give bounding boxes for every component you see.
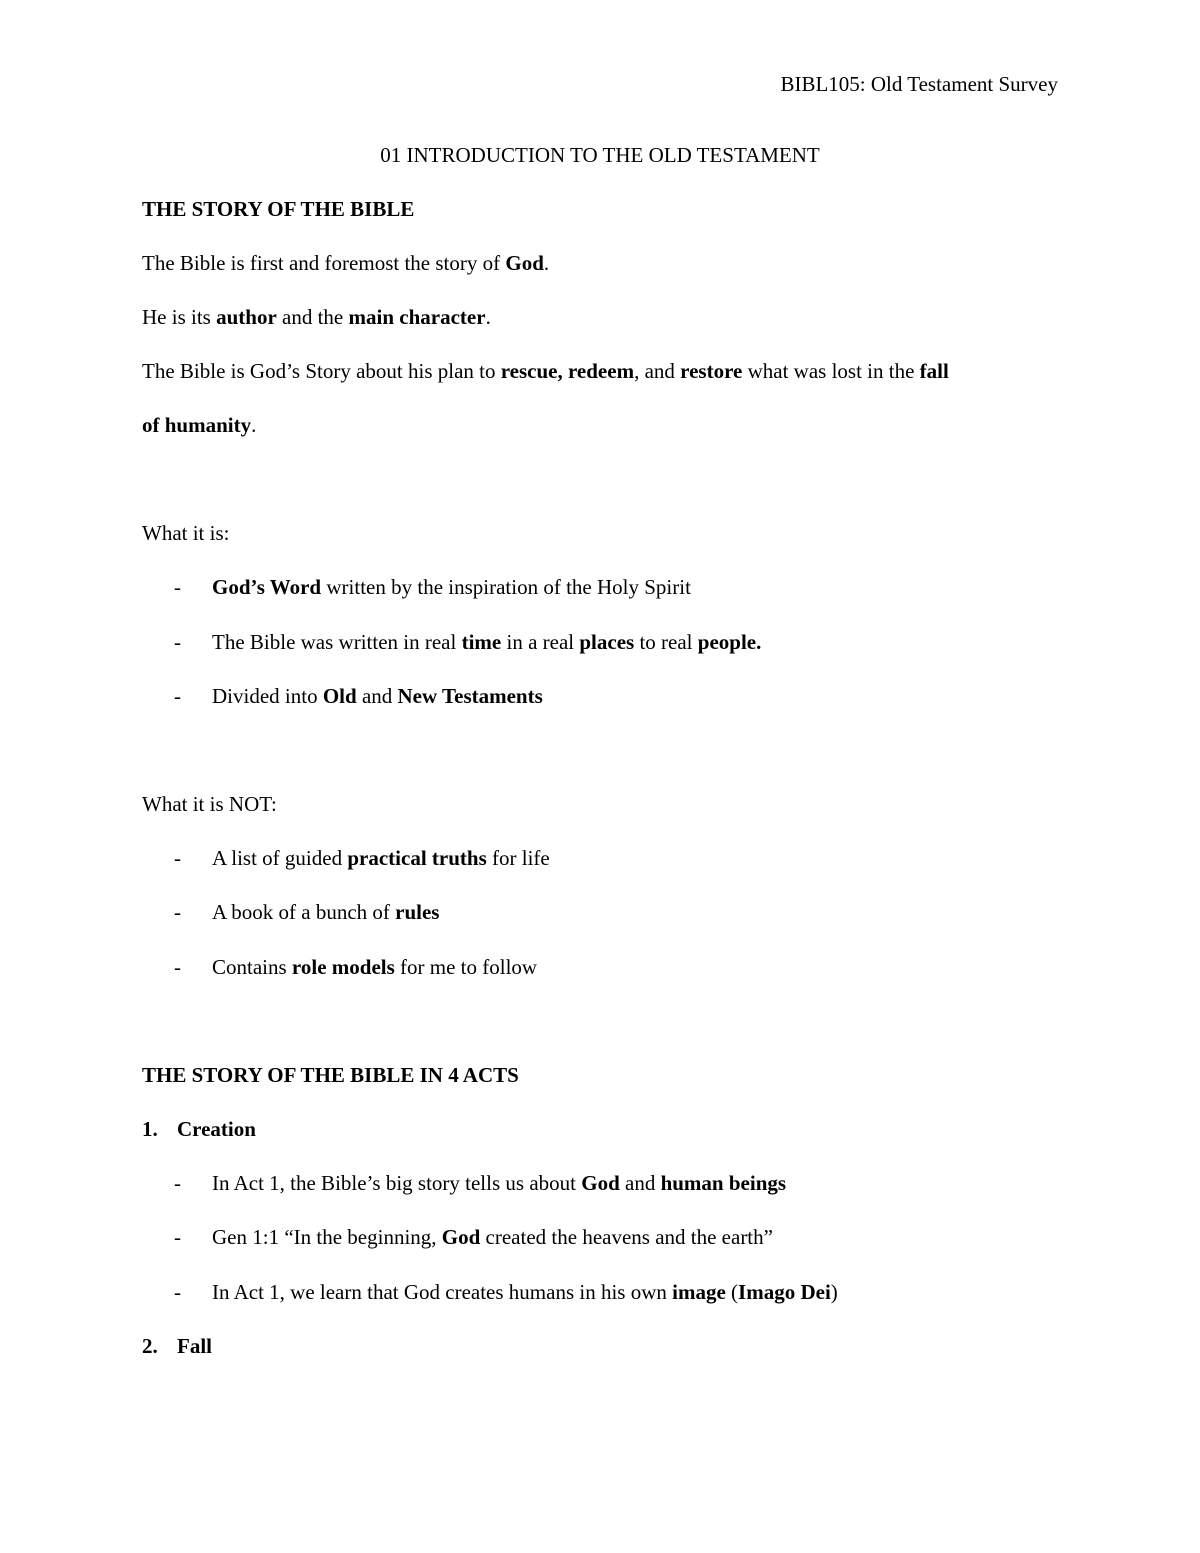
paragraph: The Bible is God’s Story about his plan to rescue, redeem, and restore what was lost in the fall — [142, 359, 949, 383]
list-label: What it is NOT: — [142, 792, 277, 816]
document-title: 01 INTRODUCTION TO THE OLD TESTAMENT — [380, 143, 820, 167]
section-heading: THE STORY OF THE BIBLE IN 4 ACTS — [142, 1063, 519, 1087]
section-heading: THE STORY OF THE BIBLE — [142, 197, 415, 221]
paragraph-continuation: of humanity. — [142, 413, 257, 437]
running-header: BIBL105: Old Testament Survey — [780, 72, 1058, 96]
document-page: BIBL105: Old Testament Survey 01 INTRODUCTION TO THE OLD TESTAMENT THE STORY OF THE BIBLE The Bible is first and foremost the story of God. He is its author and the main character. The Bible is God’s Story about his plan to rescue, redeem, and restore what was lost in the fall of humanity. What it is: - God’s Word written by the inspiration of the Holy Spirit - The Bible was written in real time in a real places to real people. - Divided into Old and New Testaments What it is NOT: - A list of guided practical truths for life - A book of a bunch of rules - Contains role models for me to follow THE STORY OF THE BIBLE IN 4 ACTS 1. Creation - In Act 1, the Bible’s big story tells us about God and human beings - Gen 1:1 “In the beginning, God created the heavens and the earth” - In Act 1, we learn that God creates humans in his own image (Imago Dei) 2. Fall — [0, 0, 1200, 1553]
paragraph: He is its author and the main character. — [142, 305, 491, 329]
list-label: What it is: — [142, 521, 230, 545]
paragraph: The Bible is first and foremost the story of God. — [142, 251, 550, 275]
